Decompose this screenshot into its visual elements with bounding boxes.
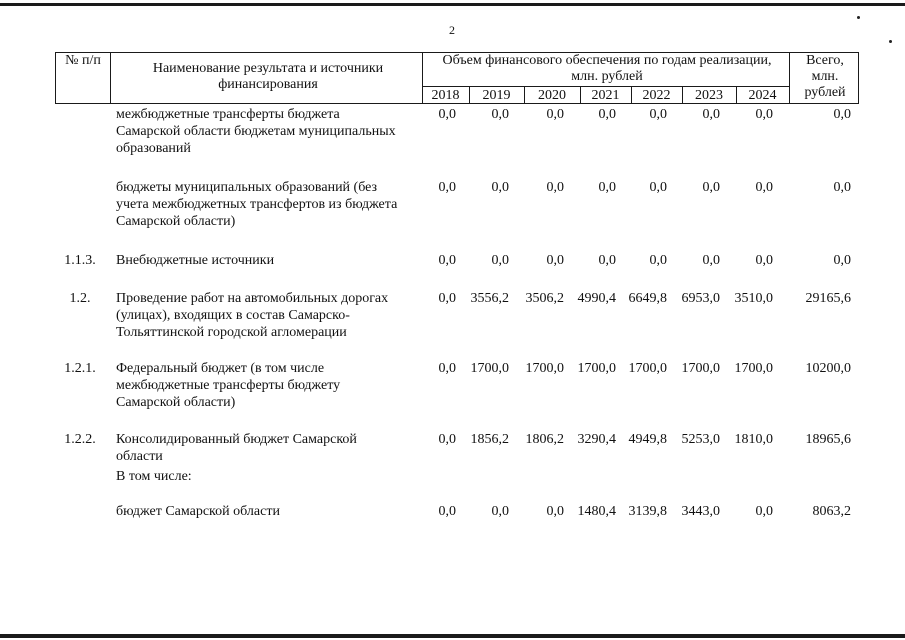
scan-speck [857, 16, 860, 19]
row-number: 1.2. [69, 291, 91, 306]
value-total: 29165,6 [805, 291, 851, 306]
value-2018: 0,0 [438, 291, 456, 306]
value-2022: 4949,8 [628, 432, 667, 447]
value-2024: 0,0 [755, 107, 773, 122]
value-2020: 0,0 [546, 180, 564, 195]
value-2018: 0,0 [438, 504, 456, 519]
value-total: 10200,0 [805, 361, 851, 376]
row-number: 1.1.3. [64, 253, 96, 268]
value-2022: 6649,8 [628, 291, 667, 306]
value-2018: 0,0 [438, 107, 456, 122]
year-2019: 2019 [482, 88, 511, 103]
value-total: 8063,2 [812, 504, 851, 519]
value-2022: 3139,8 [628, 504, 667, 519]
value-2021: 1700,0 [577, 361, 616, 376]
value-2022: 0,0 [649, 107, 667, 122]
year-2021: 2021 [591, 88, 620, 103]
value-2021: 4990,4 [577, 291, 616, 306]
value-2024: 3510,0 [734, 291, 773, 306]
row-name: Федеральный бюджет (в том числе межбюджетные трансферты бюджету Самарской области) [116, 361, 341, 410]
value-2021: 0,0 [598, 253, 616, 268]
value-2019: 1700,0 [470, 361, 509, 376]
row-name: Консолидированный бюджет Самарской области [116, 432, 357, 464]
value-2018: 0,0 [438, 432, 456, 447]
value-2024: 0,0 [755, 253, 773, 268]
value-2023: 0,0 [702, 107, 720, 122]
scan-edge-bottom [0, 634, 905, 638]
value-2020: 0,0 [546, 107, 564, 122]
value-2020: 0,0 [546, 504, 564, 519]
value-2021: 0,0 [598, 180, 616, 195]
year-2023: 2023 [695, 88, 723, 103]
value-2020: 1700,0 [525, 361, 564, 376]
value-2019: 3556,2 [470, 291, 509, 306]
row-name: Внебюджетные источники [116, 253, 275, 268]
value-2021: 1480,4 [577, 504, 616, 519]
value-2024: 1700,0 [734, 361, 773, 376]
header-total: Всего, млн. рублей [804, 53, 846, 100]
value-total: 0,0 [833, 107, 851, 122]
value-total: 0,0 [833, 180, 851, 195]
value-2023: 1700,0 [681, 361, 720, 376]
row-name: В том числе: [116, 469, 192, 484]
value-2020: 3506,2 [525, 291, 564, 306]
value-2022: 1700,0 [628, 361, 667, 376]
value-2024: 1810,0 [734, 432, 773, 447]
row-name: Проведение работ на автомобильных дорогах (улицах), входящих в состав Самарско-Тольяттинской городской агломерации [116, 291, 389, 340]
row-number: 1.2.1. [64, 361, 96, 376]
value-2023: 6953,0 [681, 291, 720, 306]
header-volume: Объем финансового обеспечения по годам реализации, млн. рублей [442, 53, 772, 84]
row-number: 1.2.2. [64, 432, 96, 447]
value-2021: 0,0 [598, 107, 616, 122]
value-2023: 0,0 [702, 180, 720, 195]
value-2024: 0,0 [755, 180, 773, 195]
row-name: бюджеты муниципальных образований (без учета межбюджетных трансфертов из бюджета Самарской области) [116, 180, 398, 229]
value-2020: 1806,2 [525, 432, 564, 447]
value-2023: 5253,0 [681, 432, 720, 447]
value-2019: 0,0 [491, 253, 509, 268]
value-2020: 0,0 [546, 253, 564, 268]
scan-speck [889, 40, 892, 43]
row-name: межбюджетные трансферты бюджета Самарской области бюджетам муниципальных образований [116, 107, 396, 156]
year-2022: 2022 [642, 88, 671, 103]
value-2019: 0,0 [491, 504, 509, 519]
value-2023: 3443,0 [681, 504, 720, 519]
header-num: № п/п [65, 53, 101, 68]
value-2019: 0,0 [491, 107, 509, 122]
value-2021: 3290,4 [577, 432, 616, 447]
value-2022: 0,0 [649, 180, 667, 195]
header-name: Наименование результата и источники финансирования [152, 61, 384, 92]
year-2018: 2018 [431, 88, 460, 103]
value-2019: 0,0 [491, 180, 509, 195]
year-2024: 2024 [748, 88, 777, 103]
value-2018: 0,0 [438, 180, 456, 195]
value-2019: 1856,2 [470, 432, 509, 447]
value-total: 18965,6 [805, 432, 851, 447]
value-2018: 0,0 [438, 361, 456, 376]
value-2018: 0,0 [438, 253, 456, 268]
value-2022: 0,0 [649, 253, 667, 268]
year-2020: 2020 [538, 88, 566, 103]
value-2024: 0,0 [755, 504, 773, 519]
row-name: бюджет Самарской области [116, 504, 280, 519]
value-total: 0,0 [833, 253, 851, 268]
value-2023: 0,0 [702, 253, 720, 268]
scan-edge-top [0, 3, 905, 6]
page-number: 2 [449, 23, 455, 37]
